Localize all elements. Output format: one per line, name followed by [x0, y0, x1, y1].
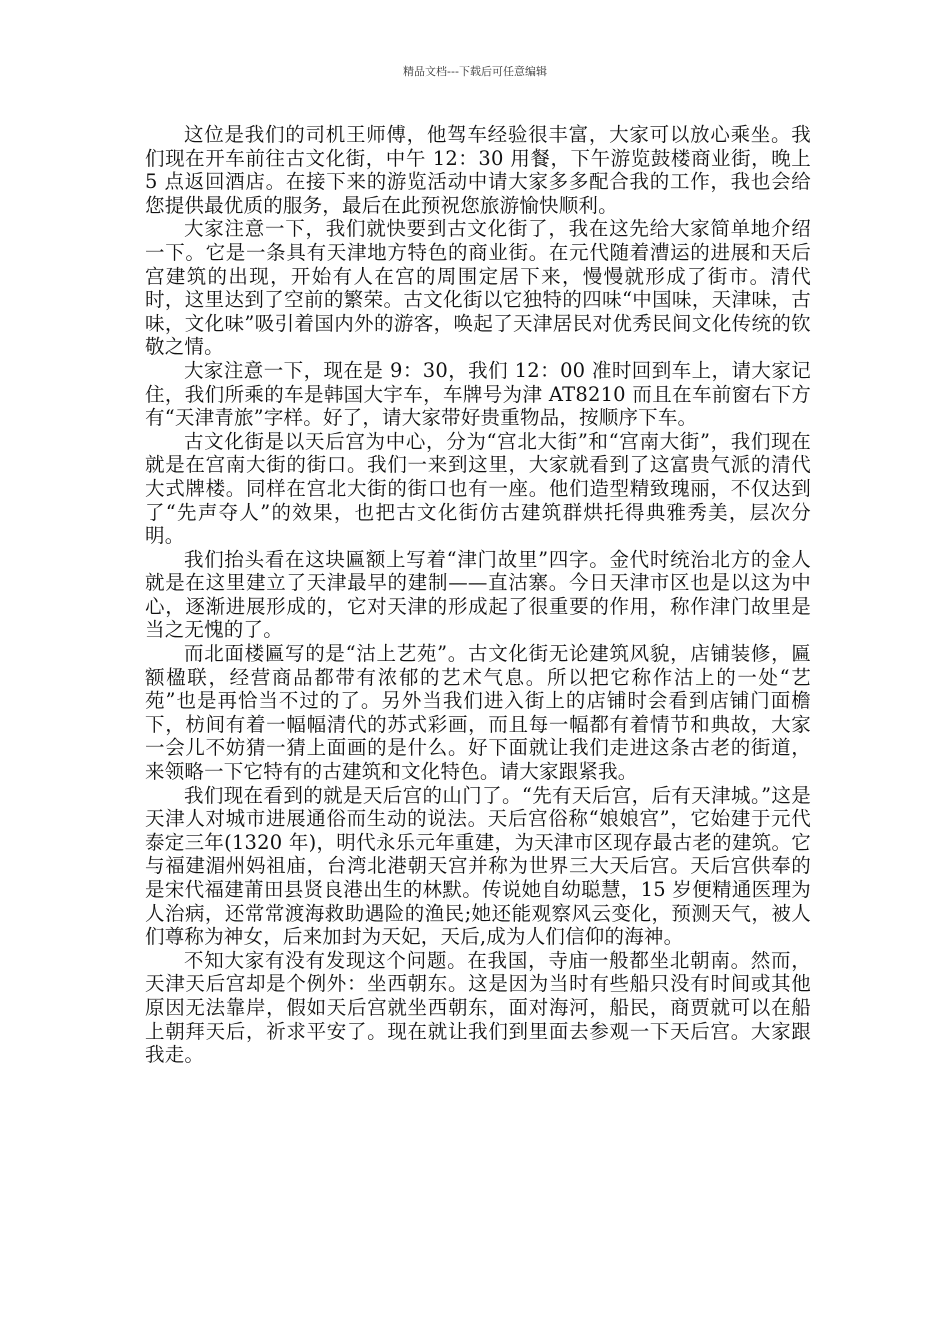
document-body	[145, 123, 811, 1067]
paragraph: 我们现在看到的就是天后宫的山门了。“先有天后宫，后有天津城。”这是天津人对城市进展通俗而生动的说法。天后宫俗称“娘娘宫”，它始建于元代泰定三年(1320 年)，明代永乐元年重建，为天津市区现存最古老的建筑。它与福建湄州妈祖庙，台湾北港朝天宫并称为世界三大天后宫。天后宫供奉的是宋代福建莆田县贤良港出生的林默。传说她自幼聪慧，15 岁便精通医理为人治病，还常常渡海救助遇险的渔民;她还能观察风云变化，预测天气，被人们尊称为神女，后来加封为天妃，天后,成为人们信仰的海神。	[145, 783, 811, 949]
paragraph: 而北面楼匾写的是“沽上艺苑”。古文化街无论建筑风貌，店铺装修，匾额楹联，经营商品都带有浓郁的艺术气息。所以把它称作沽上的一处“艺苑”也是再恰当不过的了。另外当我们进入街上的店铺时会看到店铺门面檐下，枋间有着一幅幅清代的苏式彩画，而且每一幅都有着情节和典故，大家一会儿不妨猜一猜上面画的是什么。好下面就让我们走进这条古老的街道，来领略一下它特有的古建筑和文化特色。请大家跟紧我。	[145, 642, 811, 784]
paragraph: 我们抬头看在这块匾额上写着“津门故里”四字。金代时统治北方的金人就是在这里建立了天津最早的建制——直沽寨。今日天津市区也是以这为中心，逐渐进展形成的，它对天津的形成起了很重要的作用，称作津门故里是当之无愧的了。	[145, 547, 811, 642]
paragraph: 古文化街是以天后宫为中心，分为“宫北大街”和“宫南大街”，我们现在就是在宫南大街的街口。我们一来到这里，大家就看到了这富贵气派的清代大式牌楼。同样在宫北大街的街口也有一座。他们造型精致瑰丽，不仅达到了“先声夺人”的效果，也把古文化街仿古建筑群烘托得典雅秀美，层次分明。	[145, 429, 811, 548]
paragraph: 这位是我们的司机王师傅，他驾车经验很丰富，大家可以放心乘坐。我们现在开车前往古文化街，中午 12：30 用餐，下午游览鼓楼商业街，晚上 5 点返回酒店。在接下来的游览活动中请大家多多配合我的工作，我也会给您提供最优质的服务，最后在此预祝您旅游愉快顺利。	[145, 123, 811, 217]
paragraph: 不知大家有没有发现这个问题。在我国，寺庙一般都坐北朝南。然而，天津天后宫却是个例外：坐西朝东。这是因为当时有些船只没有时间或其他原因无法靠岸，假如天后宫就坐西朝东，面对海河，船民，商贾就可以在船上朝拜天后，祈求平安了。现在就让我们到里面去参观一下天后宫。大家跟我走。	[145, 948, 811, 1067]
page-header: 精品文档---下载后可任意编辑	[403, 65, 547, 78]
paragraph: 大家注意一下，现在是 9：30，我们 12：00 准时回到车上，请大家记住，我们所乘的车是韩国大宇车，车牌号为津 AT8210 而且在车前窗右下方有“天津青旅”字样。好了，请大家带好贵重物品，按顺序下车。	[145, 358, 811, 430]
paragraph: 大家注意一下，我们就快要到古文化街了，我在这先给大家简单地介绍一下。它是一条具有天津地方特色的商业街。在元代随着漕运的进展和天后宫建筑的出现，开始有人在宫的周围定居下来，慢慢就形成了街市。清代时，这里达到了空前的繁荣。古文化街以它独特的四味“中国味，天津味，古味，文化味”吸引着国内外的游客，唤起了天津居民对优秀民间文化传统的钦敬之情。	[145, 217, 811, 359]
